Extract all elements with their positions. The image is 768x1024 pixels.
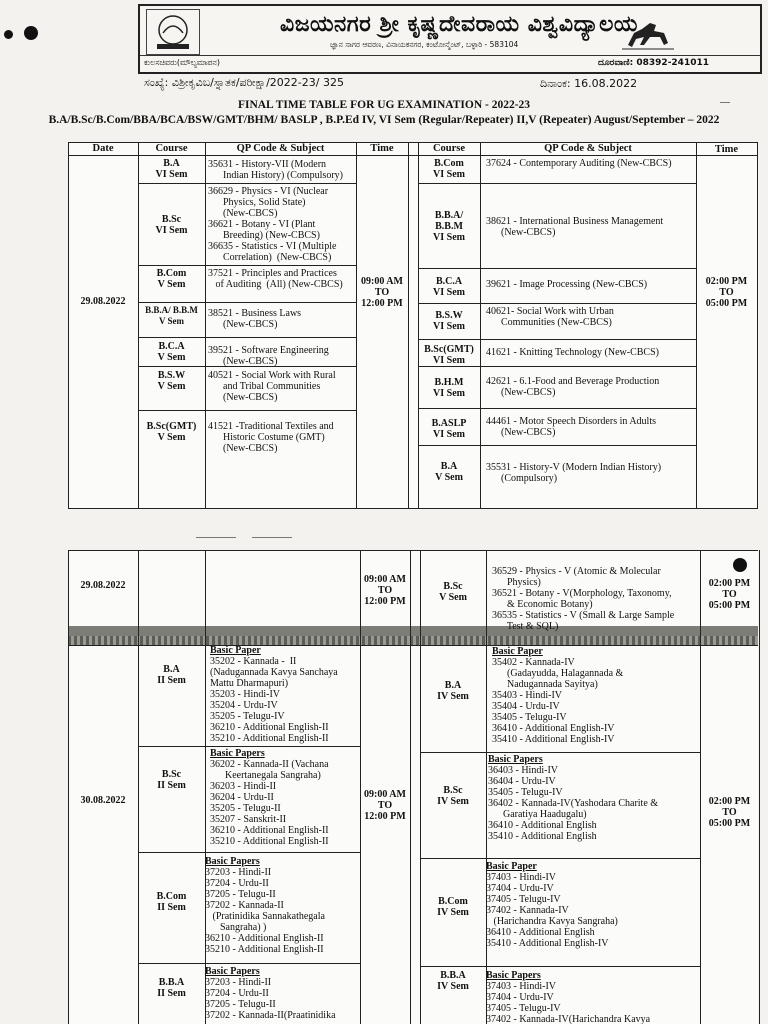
qp-line: Correlation) (New-CBCS): [208, 252, 332, 263]
qp-line: 35207 - Sanskrit-II: [210, 814, 287, 825]
page-title: FINAL TIME TABLE FOR UG EXAMINATION - 2022-23: [237, 99, 531, 111]
course-line: B.Sc(GMT): [146, 421, 197, 432]
course-line: B.Com: [156, 268, 187, 279]
qp-line: 35410 - Additional English: [488, 831, 597, 842]
qp-heading: Basic Paper: [210, 645, 261, 656]
qp-line: 37403 - Hindi-IV: [486, 872, 556, 883]
time-line: 12:00 PM: [364, 596, 406, 607]
course-line: B.Com: [434, 158, 464, 169]
qp-line: 35204 - Urdu-IV: [210, 700, 278, 711]
time-line: 09:00 AM: [364, 574, 406, 585]
course-line: II Sem: [157, 780, 186, 791]
qp-line: 37202 - Kannada-II(Praatinidika: [205, 1010, 336, 1021]
course-line: VI Sem: [155, 169, 188, 180]
course-line: B.B.A/ B.B.M: [145, 305, 198, 315]
rule: [138, 183, 356, 184]
qp-line: (New-CBCS): [486, 387, 556, 398]
column-header-qp: QP Code & Subject: [544, 143, 632, 154]
qp-line: 35404 - Urdu-IV: [492, 701, 560, 712]
qp-line: 36635 - Statistics - VI (Multiple: [208, 241, 337, 252]
qp-cell: [208, 268, 356, 290]
qp-line: Keertanegala Sangraha): [210, 770, 321, 781]
course-line: VI Sem: [433, 388, 465, 399]
rule: [700, 550, 701, 1024]
course-cell: [418, 276, 480, 298]
rule: [68, 508, 758, 509]
course-line: B.Sc: [161, 214, 182, 225]
qp-heading: Basic Papers: [210, 748, 265, 759]
qp-line: 39521 - Software Engineering: [208, 345, 329, 356]
university-name: ವಿಜಯನಗರ ಶ್ರೀ ಕೃಷ್ಣದೇವರಾಯ ವಿಶ್ವವಿದ್ಯಾಲಯ: [280, 12, 638, 37]
qp-cell: [486, 861, 700, 949]
exam-time-morning: [356, 276, 408, 309]
time-line: TO: [374, 287, 390, 298]
course-line: B.B.M: [435, 221, 463, 232]
rule: [418, 408, 696, 409]
column-header-time: Time: [370, 143, 394, 154]
time-line: TO: [722, 589, 737, 600]
course-line: B.Com: [156, 891, 187, 902]
rule: [138, 963, 360, 964]
course-line: B.B.A: [440, 970, 466, 981]
course-line: V Sem: [157, 381, 186, 392]
course-line: VI Sem: [433, 355, 465, 366]
qp-line: Mattu Dharmapuri): [210, 678, 289, 689]
course-cell: [138, 158, 205, 180]
margin-dot: [4, 30, 13, 39]
qp-line: 35403 - Hindi-IV: [492, 690, 562, 701]
time-line: 12:00 PM: [361, 298, 403, 309]
course-cell: [418, 461, 480, 483]
qp-cell: [205, 966, 360, 1024]
qp-line: 40621- Social Work with Urban: [486, 306, 614, 317]
qp-line: Historic Costume (GMT): [208, 432, 325, 443]
qp-line: 44461 - Motor Speech Disorders in Adults: [486, 416, 656, 427]
course-cell: [418, 158, 480, 180]
qp-line: 36210 - Additional English-II: [210, 722, 329, 733]
scan-mark: [720, 102, 730, 103]
university-address: ಜ್ಞಾನ ಸಾಗರ ಆವರಣ, ವಿನಾಯಕನಗರ, ಕಂಟೋನ್ಮೆಂಟ್, ಬಳ್ಳಾರಿ - 583104: [330, 40, 519, 49]
column-header-time: Time: [714, 144, 739, 155]
course-line: VI Sem: [433, 287, 465, 298]
rule: [696, 142, 697, 508]
qp-line: 42621 - 6.1-Food and Beverage Production: [486, 376, 660, 387]
qp-line: Physics): [492, 577, 541, 588]
qp-cell: [210, 748, 360, 847]
qp-line: 37404 - Urdu-IV: [486, 992, 554, 1003]
qp-line: 37204 - Urdu-II: [205, 878, 269, 889]
qp-line: Test & SQL): [492, 621, 559, 632]
course-cell: [138, 370, 205, 392]
rule: [68, 550, 758, 551]
qp-line: 37203 - Hindi-II: [205, 977, 272, 988]
qp-cell: [486, 306, 696, 328]
exam-date: 29.08.2022: [80, 296, 126, 307]
time-line: 05:00 PM: [708, 600, 751, 611]
rule: [486, 550, 487, 1024]
qp-line: Communities (New-CBCS): [486, 317, 612, 328]
qp-line: 36535 - Statistics - V (Small & Large Sample: [492, 610, 675, 621]
rule: [418, 366, 696, 367]
qp-line: (New-CBCS): [208, 392, 278, 403]
qp-cell: [486, 416, 696, 438]
qp-line: (New-CBCS): [486, 227, 556, 238]
qp-line: 37404 - Urdu-IV: [486, 883, 554, 894]
qp-line: of Auditing (All) (New-CBCS): [208, 279, 343, 290]
qp-line: 36410 - Additional English: [486, 927, 595, 938]
qp-line: 36404 - Urdu-IV: [488, 776, 556, 787]
qp-line: 37205 - Telugu-II: [205, 889, 276, 900]
qp-line: 37202 - Kannada-II: [205, 900, 284, 911]
qp-cell: [492, 566, 700, 632]
qp-line: 36403 - Hindi-IV: [488, 765, 558, 776]
qp-line: 37521 - Principles and Practices: [208, 268, 337, 279]
exam-time-afternoon: [696, 276, 757, 309]
qp-line: 35210 - Additional English-II: [210, 836, 329, 847]
qp-cell: [486, 347, 696, 358]
time-line: TO: [719, 287, 734, 298]
qp-line: 37405 - Telugu-IV: [486, 894, 561, 905]
course-line: B.B.A: [158, 977, 185, 988]
time-line: 09:00 AM: [361, 276, 403, 287]
exam-time-afternoon: [700, 796, 759, 829]
qp-line: 41521 -Traditional Textiles and: [208, 421, 334, 432]
time-line: TO: [722, 807, 737, 818]
rule: [418, 445, 696, 446]
course-line: VI Sem: [433, 232, 465, 243]
time-line: 12:00 PM: [364, 811, 406, 822]
qp-line: 35402 - Kannada-IV: [492, 657, 575, 668]
rule: [759, 550, 760, 1024]
qp-line: (New-CBCS): [208, 208, 278, 219]
qp-line: 37403 - Hindi-IV: [486, 981, 556, 992]
qp-line: (New-CBCS): [208, 443, 278, 454]
qp-cell: [488, 754, 700, 842]
rule: [138, 265, 356, 266]
qp-line: 36210 - Additional English-II: [205, 933, 324, 944]
qp-line: 41621 - Knitting Technology (New-CBCS): [486, 347, 659, 358]
time-line: 09:00 AM: [364, 789, 406, 800]
course-line: V Sem: [157, 279, 186, 290]
qp-heading: Basic Papers: [205, 966, 260, 977]
qp-line: 40521 - Social Work with Rural: [208, 370, 336, 381]
course-line: B.A: [163, 158, 180, 169]
course-line: VI Sem: [433, 169, 465, 180]
qp-line: 36203 - Hindi-II: [210, 781, 277, 792]
qp-line: 35203 - Hindi-IV: [210, 689, 280, 700]
course-line: B.Sc: [443, 785, 463, 796]
rule: [68, 142, 69, 508]
qp-line: 37203 - Hindi-II: [205, 867, 272, 878]
qp-line: 37204 - Urdu-II: [205, 988, 269, 999]
qp-line: 38621 - International Business Management: [486, 216, 664, 227]
course-cell: [138, 664, 205, 686]
rule: [418, 268, 696, 269]
course-line: V Sem: [157, 432, 186, 443]
qp-cell: [486, 279, 696, 290]
issue-date: ದಿನಾಂಕ: 16.08.2022: [540, 77, 638, 90]
qp-cell: [208, 308, 356, 330]
column-header-date: Date: [92, 143, 114, 154]
qp-line: 35405 - Telugu-IV: [488, 787, 563, 798]
course-cell: [138, 305, 205, 327]
exam-date: 30.08.2022: [80, 795, 126, 806]
qp-line: Physics, Solid State): [208, 197, 306, 208]
qp-line: 35631 - History-VII (Modern: [208, 159, 327, 170]
rule: [68, 550, 69, 1024]
qp-line: 37402 - Kannada-IV(Harichandra Kavya: [486, 1014, 651, 1024]
qp-cell: [492, 646, 700, 745]
rule: [356, 142, 357, 508]
column-header-qp: QP Code & Subject: [236, 143, 325, 154]
rule: [420, 858, 700, 859]
qp-cell: [486, 216, 696, 238]
course-line: II Sem: [157, 988, 186, 999]
qp-line: 36410 - Additional English: [488, 820, 597, 831]
course-line: B.A: [444, 680, 462, 691]
course-cell: [138, 268, 205, 290]
qp-line: (Gadayudda, Halagannada &: [492, 668, 624, 679]
course-line: V Sem: [157, 352, 186, 363]
phone-number: ದೂರವಾಣಿ: 08392-241011: [598, 58, 709, 68]
course-line: B.H.M: [434, 377, 464, 388]
course-cell: [418, 344, 480, 366]
course-line: B.Sc(GMT): [424, 344, 474, 355]
qp-cell: [486, 376, 696, 398]
qp-line: 35210 - Additional English-II: [210, 733, 329, 744]
rule: [757, 142, 758, 508]
rule: [138, 337, 356, 338]
rule: [138, 410, 356, 411]
qp-line: (Pratinidika Sannakathegala: [205, 911, 325, 922]
qp-line: 36410 - Additional English-IV: [492, 723, 615, 734]
time-line: TO: [377, 800, 393, 811]
qp-line: 35205 - Telugu-IV: [210, 711, 285, 722]
qp-line: Nadugannada Sayitya): [492, 679, 598, 690]
qp-cell: [205, 856, 360, 955]
rule: [418, 303, 696, 304]
qp-cell: [210, 645, 360, 744]
time-line: 02:00 PM: [705, 276, 748, 287]
time-line: 02:00 PM: [708, 796, 751, 807]
column-header-course: Course: [432, 143, 466, 154]
course-cell: [420, 680, 486, 702]
qp-cell: [208, 159, 358, 181]
course-line: VI Sem: [433, 321, 465, 332]
qp-line: (Harichandra Kavya Sangraha): [486, 916, 618, 927]
rule: [420, 966, 700, 967]
course-cell: [138, 341, 205, 363]
qp-line: 36629 - Physics - VI (Nuclear: [208, 186, 329, 197]
course-line: B.A: [163, 664, 180, 675]
course-line: IV Sem: [437, 981, 469, 992]
qp-cell: [208, 345, 356, 367]
qp-line: 36521 - Botany - V(Morphology, Taxonomy,: [492, 588, 672, 599]
course-line: B.Sc: [443, 581, 463, 592]
qp-line: 37402 - Kannada-IV: [486, 905, 569, 916]
rule: [138, 746, 360, 747]
course-line: B.Com: [438, 896, 468, 907]
course-line: VI Sem: [155, 225, 188, 236]
course-line: B.S.W: [157, 370, 186, 381]
course-line: B.ASLP: [431, 418, 467, 429]
course-cell: [420, 970, 486, 992]
rule: [418, 183, 696, 184]
qp-cell: [486, 158, 696, 169]
course-line: VI Sem: [433, 429, 465, 440]
qp-line: (New-CBCS): [208, 356, 278, 367]
rule: [138, 302, 356, 303]
qp-line: Garatiya Haadugalu): [488, 809, 587, 820]
course-cell: [420, 785, 486, 807]
qp-line: Indian History) (Compulsory): [208, 170, 343, 181]
rule: [418, 339, 696, 340]
rule: [420, 752, 700, 753]
qp-line: 36202 - Kannada-II (Vachana: [210, 759, 329, 770]
qp-line: 37624 - Contemporary Auditing (New-CBCS): [486, 158, 672, 169]
qp-line: 36529 - Physics - V (Atomic & Molecular: [492, 566, 661, 577]
course-line: II Sem: [157, 675, 186, 686]
time-line: TO: [377, 585, 393, 596]
course-line: IV Sem: [437, 691, 469, 702]
time-line: 05:00 PM: [705, 298, 748, 309]
course-cell: [418, 418, 480, 440]
horse-logo-icon: [618, 14, 678, 54]
university-emblem-icon: [146, 9, 200, 55]
course-cell: [420, 896, 486, 918]
qp-line: Sangraha) ): [205, 922, 267, 933]
qp-line: 35202 - Kannada - II: [210, 656, 297, 667]
qp-cell: [486, 970, 700, 1024]
time-line: 05:00 PM: [708, 818, 751, 829]
qp-line: (Nadugannada Kavya Sanchaya: [210, 667, 338, 678]
rule: [360, 550, 361, 1024]
course-line: B.S.W: [435, 310, 463, 321]
course-cell: [420, 581, 486, 603]
qp-cell: [208, 186, 356, 263]
qp-heading: Basic Paper: [486, 861, 537, 872]
qp-line: 37405 - Telugu-IV: [486, 1003, 561, 1014]
qp-cell: [208, 370, 356, 403]
course-line: V Sem: [158, 316, 185, 326]
course-line: II Sem: [157, 902, 186, 913]
qp-line: 36621 - Botany - VI (Plant: [208, 219, 316, 230]
course-line: B.B.A/: [434, 210, 464, 221]
course-line: V Sem: [435, 472, 463, 483]
margin-dot: [24, 26, 38, 40]
qp-line: (New-CBCS): [486, 427, 556, 438]
course-cell: [138, 769, 205, 791]
course-cell: [138, 977, 205, 999]
course-line: B.C.A: [435, 276, 463, 287]
course-line: B.C.A: [158, 341, 185, 352]
qp-line: and Tribal Communities: [208, 381, 321, 392]
qp-line: 35405 - Telugu-IV: [492, 712, 567, 723]
qp-line: 36204 - Urdu-II: [210, 792, 274, 803]
course-cell: [138, 891, 205, 913]
qp-line: & Economic Botany): [492, 599, 593, 610]
rule: [205, 142, 206, 508]
scan-shading: [68, 636, 758, 645]
course-line: IV Sem: [437, 796, 469, 807]
qp-heading: Basic Papers: [205, 856, 260, 867]
qp-line: Breeding) (New-CBCS): [208, 230, 320, 241]
header-rule: [140, 55, 760, 56]
qp-line: 35205 - Telugu-II: [210, 803, 281, 814]
course-cell: [138, 421, 205, 443]
qp-line: (New-CBCS): [208, 319, 278, 330]
course-line: B.Sc: [161, 769, 182, 780]
qp-line: 35410 - Additional English-IV: [492, 734, 615, 745]
course-line: B.A: [440, 461, 458, 472]
time-line: 02:00 PM: [708, 578, 751, 589]
scan-mark: [196, 537, 236, 538]
qp-cell: [486, 462, 696, 484]
qp-line: 38521 - Business Laws: [208, 308, 302, 319]
exam-time-morning: [360, 789, 410, 822]
qp-line: 36210 - Additional English-II: [210, 825, 329, 836]
qp-line: 36402 - Kannada-IV(Yashodara Charite &: [488, 798, 659, 809]
course-cell: [138, 214, 205, 236]
course-cell: [418, 377, 480, 399]
qp-line: (Compulsory): [486, 473, 558, 484]
exam-time-afternoon: [700, 578, 759, 611]
qp-heading: Basic Paper: [492, 646, 543, 657]
rule: [410, 550, 411, 1024]
qp-line: 37205 - Telugu-II: [205, 999, 276, 1010]
course-cell: [418, 210, 480, 243]
office-name: ಕುಲಸಚಿವರು(ಮೌಲ್ಯಮಾಪನ): [144, 58, 220, 67]
qp-heading: Basic Papers: [486, 970, 541, 981]
qp-cell: [208, 421, 356, 454]
qp-heading: Basic Papers: [488, 754, 543, 765]
column-header-course: Course: [155, 143, 188, 154]
rule: [480, 142, 481, 508]
course-cell: [418, 310, 480, 332]
rule: [138, 852, 360, 853]
reference-number: ಸಂಖ್ಯೆ: ವಿಶ್ರೀಕೃವಿಬ/ಸ್ನಾತಕ/ಪರೀಕ್ಷಾ/2022-23/ 325: [144, 76, 344, 89]
rule: [68, 155, 758, 156]
scan-mark: [252, 537, 292, 538]
qp-line: 39621 - Image Processing (New-CBCS): [486, 279, 648, 290]
qp-line: 35531 - History-V (Modern Indian History): [486, 462, 662, 473]
exam-date: 29.08.2022: [80, 580, 126, 591]
page-subtitle: B.A/B.Sc/B.Com/BBA/BCA/BSW/GMT/BHM/ BASLP , B.P.Ed IV, VI Sem (Regular/Repeater) II,V (Repeater) August/September – 2022: [48, 114, 720, 126]
qp-line: 35410 - Additional English-IV: [486, 938, 609, 949]
exam-time-morning: [360, 574, 410, 607]
course-line: IV Sem: [437, 907, 469, 918]
ink-blot: [733, 558, 747, 572]
rule: [408, 142, 409, 508]
qp-line: 35210 - Additional English-II: [205, 944, 324, 955]
course-line: V Sem: [439, 592, 467, 603]
letterhead: [138, 4, 762, 74]
